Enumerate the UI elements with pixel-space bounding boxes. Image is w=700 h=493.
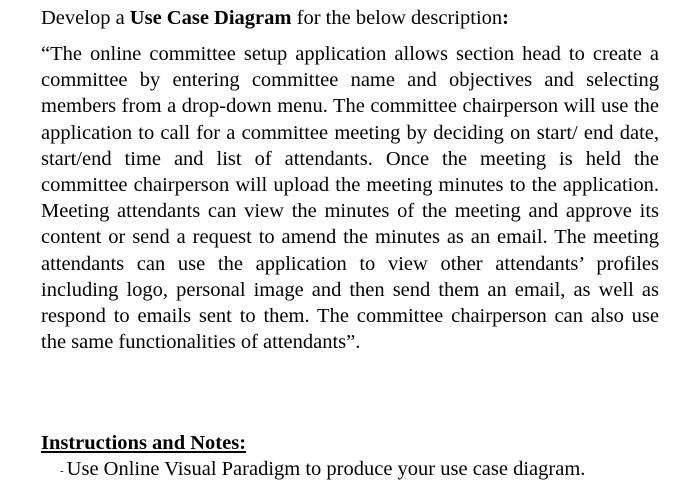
instruction-item-text: Use Online Visual Paradigm to produce your use case diagram. xyxy=(66,458,586,480)
instructions-list xyxy=(60,456,585,483)
document-page xyxy=(41,0,659,480)
instructions-heading: Instructions and Notes: xyxy=(41,432,247,454)
task-prompt-prefix: Develop a xyxy=(41,7,130,29)
task-prompt-colon: : xyxy=(502,7,509,29)
task-prompt-suffix: for the below description xyxy=(291,7,503,29)
dash-bullet-icon: - xyxy=(60,465,64,478)
task-prompt xyxy=(41,0,659,31)
system-description: “The online committee setup application allows section head to create a committee by entering committee name and objectives and selecting members from a drop-down menu. The committee chairperson will use the application to call for a committee meeting by deciding on start/ end date, start/end time and list of attendants. Once the meeting is held the committee chairperson will upload the meeting minutes to the application. Meeting attendants can view the minutes of the meeting and approve its content or send a request to amend the minutes as an email. The meeting attendants can use the application to view other attendants’ profiles including logo, personal image and then send them an email, as well as respond to emails sent to them. The committee chairperson can also use the same functionalities of attendants”. xyxy=(41,43,659,354)
instruction-item xyxy=(60,456,585,483)
task-prompt-emphasis: Use Case Diagram xyxy=(129,7,292,29)
